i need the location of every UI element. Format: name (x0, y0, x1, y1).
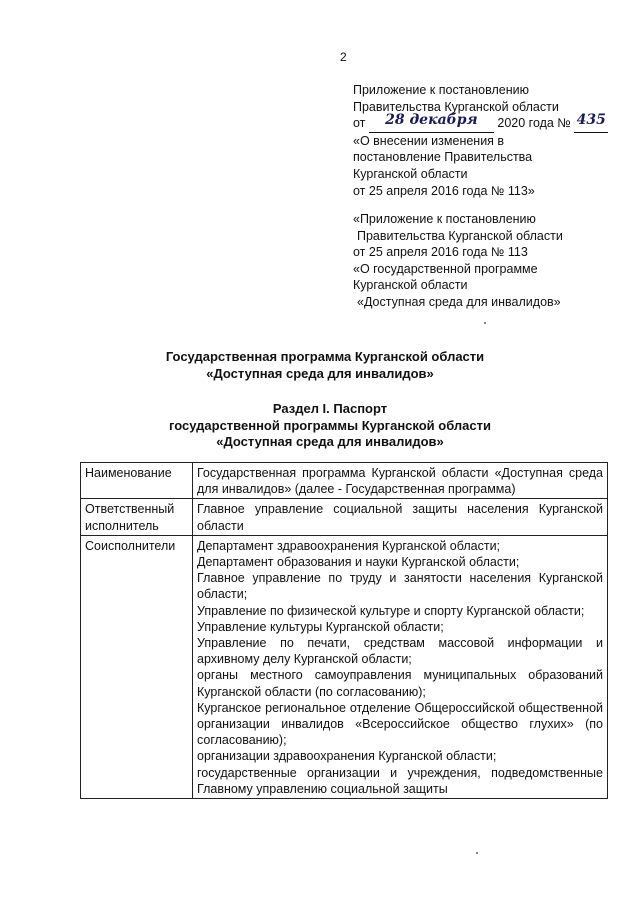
handwritten-number: 435 (576, 112, 606, 129)
list-item: Курганское региональное отделение Общероссийской общественной организации инвалидов «Всероссийское общество глухих» (по согласованию); (197, 700, 603, 748)
handwritten-date: 28 декабря (385, 112, 478, 129)
passport-label: Соисполнители (81, 535, 193, 798)
appendix-date-line (353, 112, 608, 133)
appendix-original-block (353, 211, 563, 311)
table-row (81, 535, 608, 798)
program-title-line: «Доступная среда для инвалидов» (206, 365, 434, 381)
passport-label: Ответственный исполнитель (81, 499, 193, 535)
table-row (81, 499, 608, 535)
list-item: Главное управление по труду и занятости населения Курганской области; (197, 571, 603, 602)
page-number: 2 (340, 50, 347, 64)
scan-speck (484, 322, 486, 324)
passport-value: Государственная программа Курганской области «Доступная среда для инвалидов» (далее - Государственная программа) (193, 463, 608, 499)
date-field (369, 112, 494, 133)
section-title-line: «Доступная среда для инвалидов» (216, 434, 444, 449)
passport-label: Наименование (81, 463, 193, 499)
passport-value: Главное управление социальной защиты населения Курганской области (193, 499, 608, 535)
program-title-line: Государственная программа Курганской области (165, 349, 485, 364)
number-field (574, 112, 608, 133)
appendix-line: «О государственной программе (353, 261, 538, 276)
section-title-line: Раздел I. Паспорт (272, 401, 388, 416)
scan-speck (476, 852, 478, 854)
passport-value-list (193, 535, 608, 798)
program-title (40, 349, 640, 382)
appendix-line: Курганской области (353, 166, 468, 181)
appendix-line: от 25 апреля 2016 года № 113 (353, 245, 528, 260)
section-title-line: государственной программы Курганской области (169, 417, 491, 433)
appendix-current-block (353, 82, 608, 199)
list-item: Управление культуры Курганской области; (197, 619, 444, 634)
date-suffix: 2020 года № (497, 116, 571, 131)
list-item: Департамент образования и науки Курганской области; (197, 555, 520, 570)
appendix-line: Правительства Курганской области (353, 99, 559, 114)
section-title (40, 401, 640, 451)
list-item: органы местного самоуправления муниципальных образований Курганской области (по согласованию); (197, 668, 603, 699)
date-prefix: от (353, 116, 366, 131)
table-row (81, 463, 608, 499)
appendix-line: Курганской области (353, 278, 468, 293)
appendix-line: постановление Правительства (353, 150, 533, 165)
list-item: организации здравоохранения Курганской области; (197, 749, 497, 764)
list-item: Управление по печати, средствам массовой информации и архивному делу Курганской области; (197, 636, 603, 667)
appendix-line: Правительства Курганской области (357, 228, 563, 243)
appendix-line: от 25 апреля 2016 года № 113» (353, 183, 535, 198)
list-item: Департамент здравоохранения Курганской области; (197, 538, 501, 553)
passport-table (80, 462, 608, 799)
list-item: Управление по физической культуре и спорту Курганской области; (197, 603, 585, 618)
list-item: государственные организации и учреждения, подведомственные Главному управлению социальной защиты (197, 765, 603, 796)
appendix-line: Приложение к постановлению (353, 83, 529, 97)
appendix-line: «Доступная среда для инвалидов» (357, 294, 561, 309)
appendix-line: «Приложение к постановлению (353, 212, 536, 226)
appendix-line: «О внесении изменения в (353, 133, 505, 148)
